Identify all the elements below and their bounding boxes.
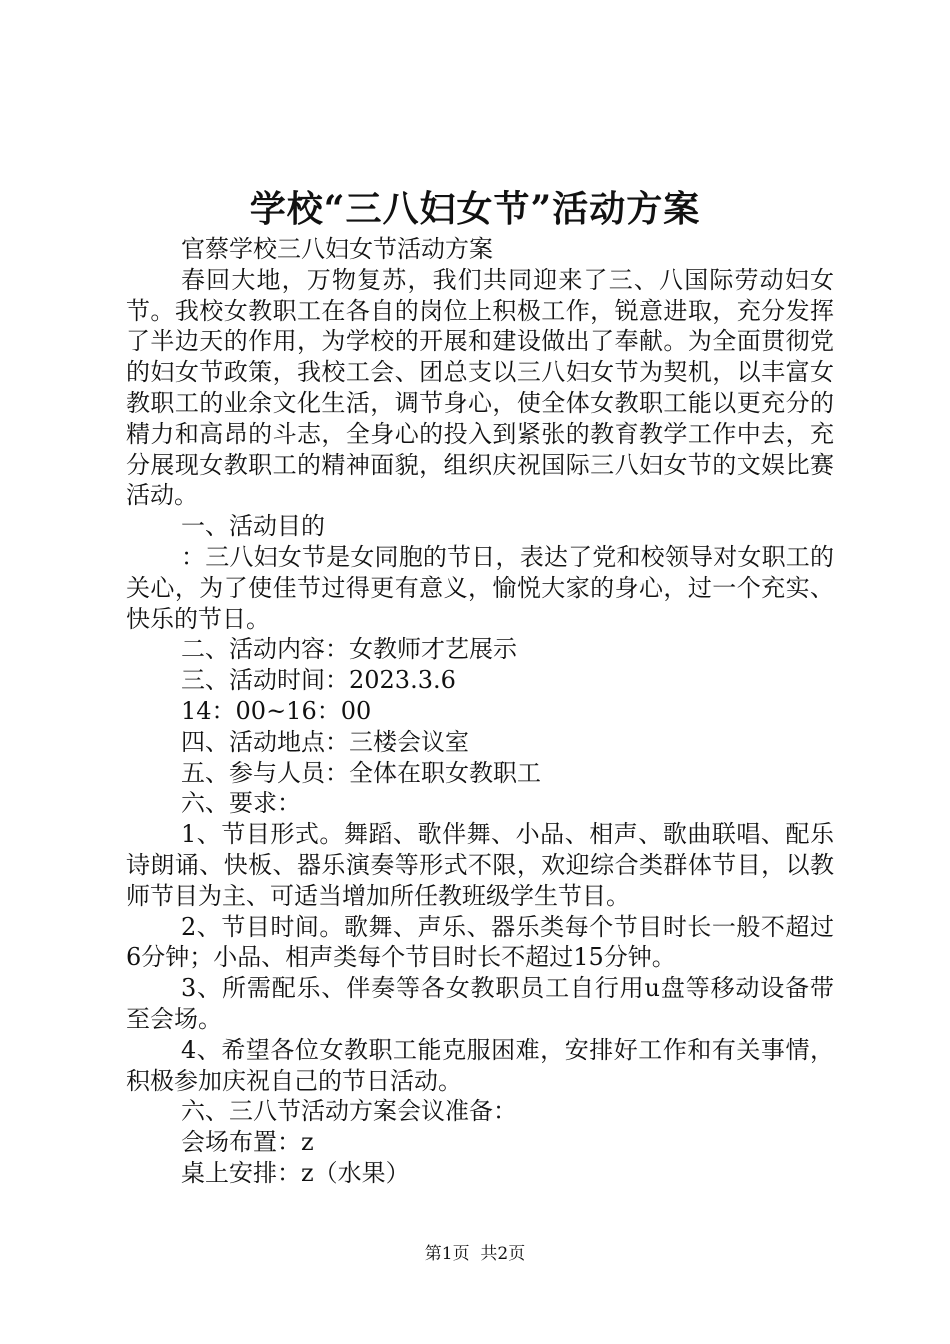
- requirement-3: 3、所需配乐、伴奏等各女教职员工自行用u盘等移动设备带至会场。: [126, 974, 834, 1033]
- item-time: 14：00~16：00: [181, 696, 372, 725]
- paragraph-purpose: ：三八妇女节是女同胞的节日，表达了党和校领导对女职工的关心，为了使佳节过得更有意义，愉悦大家的身心，过一个充实、快乐的节日。: [126, 542, 834, 633]
- document-title: 学校“三八妇女节”活动方案: [249, 188, 701, 230]
- page-number: 第1页 共2页: [424, 1244, 526, 1264]
- item-date: 三、活动时间：2023.3.6: [181, 666, 456, 695]
- paragraph-intro: 春回大地，万物复苏，我们共同迎来了三、八国际劳动妇女节。我校女教职工在各自的岗位上积极工作，锐意进取，充分发挥了半边天的作用，为学校的开展和建设做出了奉献。为全面贯彻党的妇女节政策，我校工会、团总支以三八妇女节为契机，以丰富女教职工的业余文化生活，调节身心，使全体女教职工能以更充分的精力和高昂的斗志，全身心的投入到紧张的教育教学工作中去，充分展现女教职工的精神面貌，组织庆祝国际三八妇女节的文娱比赛活动。: [126, 265, 834, 510]
- heading-meeting-prep: 六、三八节活动方案会议准备：: [181, 1097, 517, 1126]
- requirement-4: 4、希望各位女教职工能克服困难，安排好工作和有关事情，积极参加庆祝自己的节日活动。: [126, 1035, 834, 1095]
- requirement-2: 2、节目时间。歌舞、声乐、器乐类每个节目时长一般不超过6分钟；小品、相声类每个节目时长不超过15分钟。: [126, 912, 834, 972]
- heading-purpose: 一、活动目的: [181, 512, 325, 541]
- item-participants: 五、参与人员：全体在职女教职工: [181, 758, 541, 787]
- heading-requirements: 六、要求：: [181, 789, 301, 818]
- item-location: 四、活动地点：三楼会议室: [181, 727, 469, 756]
- document-body: [126, 234, 834, 1189]
- item-venue-setup: 会场布置：z: [181, 1128, 314, 1157]
- page-footer: [0, 1242, 950, 1266]
- item-content: 二、活动内容：女教师才艺展示: [181, 635, 517, 664]
- item-table-arrangement: 桌上安排：z（水果）: [181, 1158, 410, 1187]
- paragraph-subtitle: 官蔡学校三八妇女节活动方案: [181, 235, 493, 263]
- requirement-1: 1、节目形式。舞蹈、歌伴舞、小品、相声、歌曲联唱、配乐诗朗诵、快板、器乐演奏等形式不限，欢迎综合类群体节目，以教师节目为主、可适当增加所任教班级学生节目。: [126, 820, 834, 910]
